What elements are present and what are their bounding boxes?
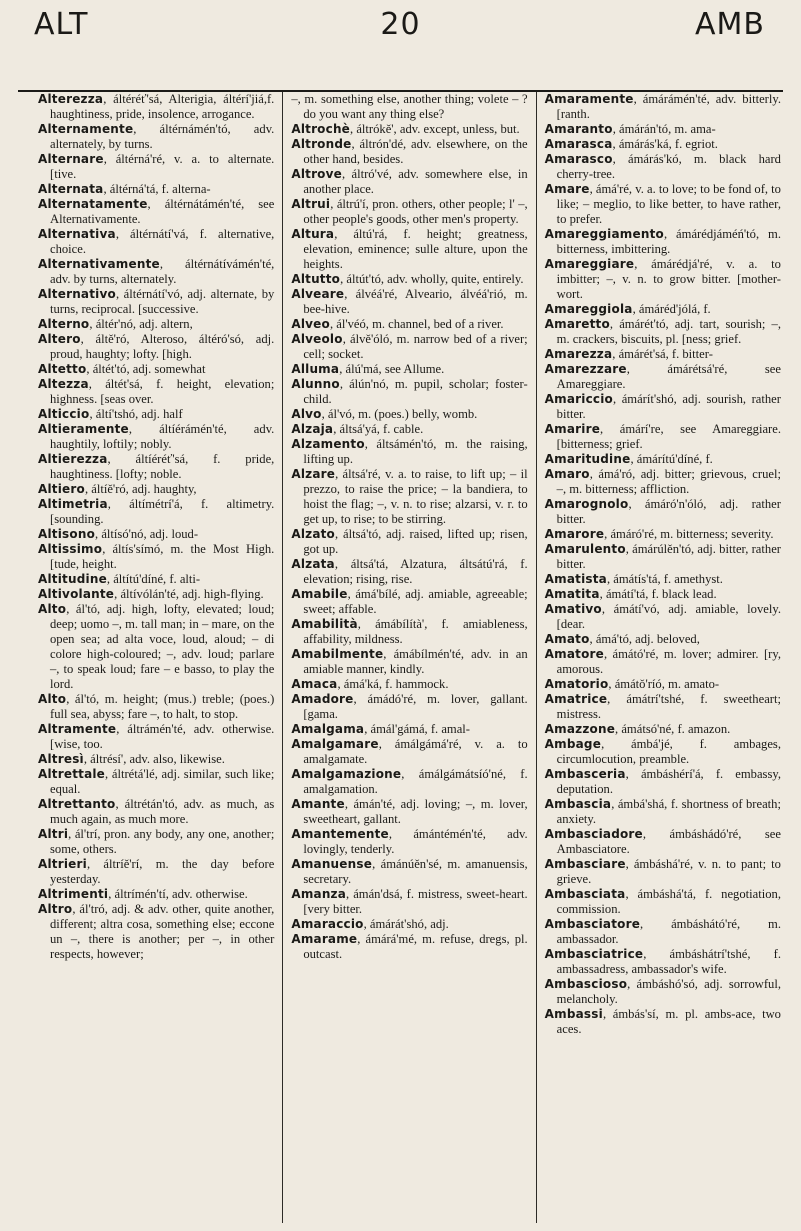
dictionary-entry: Altrimenti, áltrímén'tí, adv. otherwise. (38, 887, 248, 901)
headword: Alluma (291, 362, 340, 376)
dictionary-entry: Amabilità, ámábílítà', f. amiableness, affability, mildness. (291, 617, 528, 646)
headword: Amarezza (544, 347, 613, 361)
headword: Amareggiamento (544, 227, 664, 241)
headword: Amareggiare (544, 257, 635, 271)
dictionary-entry: Altierezza, áltíéréť'sá, f. pride, haughtiness. [lofty; noble. (38, 452, 275, 481)
headword: Altura (291, 227, 335, 241)
headword: Amatore (544, 647, 604, 661)
headword: Amarasco (544, 152, 613, 166)
dictionary-entry: Altutto, áltút'tó, adv. wholly, quite, entirely. (291, 272, 524, 286)
headword: Altisono (38, 527, 96, 541)
dictionary-entry: Amarasco, ámárás'kó, m. black hard cherry-tree. (544, 152, 781, 181)
headword: Altivolante (38, 587, 115, 601)
dictionary-entry: Alterezza, áltéréť'sá, Alterigia, áltérí'jiá,f. haughtiness, pride, insolence, arrogance. (38, 92, 275, 121)
headword: Alunno (291, 377, 340, 391)
headword: Amatista (544, 572, 607, 586)
headword: Ambage (544, 737, 602, 751)
dictionary-entry: Amaramente, ámárámén'té, adv. bitterly. [ranth. (544, 92, 781, 121)
dictionary-entry: Alzato, áltsá'tó, adj. raised, lifted up; risen, got up. (291, 527, 528, 556)
dictionary-entry: Ambasciatrice, ámbáshátrí'tshé, f. ambassadress, ambassador's wife. (544, 947, 781, 976)
headword: Alternatamente (38, 197, 148, 211)
headword: Altresì (38, 752, 84, 766)
dictionary-entry: Altitudine, áltítú'díné, f. alti- (38, 572, 201, 586)
dictionary-entry: Amarulento, ámárúlěn'tó, adj. bitter, rather bitter. (544, 542, 781, 571)
headword: Amarore (544, 527, 605, 541)
headword: Altezza (38, 377, 89, 391)
dictionary-entry: Amaca, ámá'ká, f. hammock. (291, 677, 449, 691)
dictionary-entry: Alzamento, áltsámén'tó, m. the raising, lifting up. (291, 437, 528, 466)
headword: Amalgamazione (291, 767, 402, 781)
headword: Amantemente (291, 827, 389, 841)
page-number: 20 (380, 7, 421, 42)
dictionary-entry: Alveo, ál'véó, m. channel, bed of a river. (291, 317, 504, 331)
headword: Altierezza (38, 452, 108, 466)
dictionary-entry: Altronde, áltrón'dé, adv. elsewhere, on the other hand, besides. (291, 137, 528, 166)
headword: Alvo (291, 407, 322, 421)
dictionary-entry: Alternativa, áltérnátí'vá, f. alternative, choice. (38, 227, 275, 256)
headword: Amato (544, 632, 590, 646)
dictionary-entry: Altieramente, áltíérámén'té, adv. haughtily, loftily; nobly. (38, 422, 275, 451)
dictionary-entry: Amarasca, ámárás'ká, f. egriot. (544, 137, 718, 151)
dictionary-entry: Amare, ámá'ré, v. a. to love; to be fond of, to like; – meglio, to like better, to have rather, to prefer. (544, 182, 781, 226)
dictionary-entry: Alternata, áltérná'tá, f. alterna- (38, 182, 211, 196)
headword: Amabilmente (291, 647, 384, 661)
dictionary-entry: Ambascia, ámbá'shá, f. shortness of breath; anxiety. (544, 797, 781, 826)
dictionary-entry: Alzaja, áltsá'yá, f. cable. (291, 422, 424, 436)
left-guide-word: ALT (34, 7, 89, 42)
dictionary-entry: Altrui, áltrú'í, pron. others, other people; l' –, other people's goods, other men's property. (291, 197, 528, 226)
headword: Amarognolo (544, 497, 629, 511)
dictionary-entry: Altetto, áltét'tó, adj. somewhat (38, 362, 206, 376)
headword: Amalgama (291, 722, 365, 736)
headword: Amativo (544, 602, 602, 616)
dictionary-entry: Ambage, ámbá'jé, f. ambages, circumlocution, preamble. (544, 737, 781, 766)
dictionary-entry: Altrieri, áltríě'rí, m. the day before yesterday. (38, 857, 275, 886)
headword: Ambascioso (544, 977, 628, 991)
headword: Amanza (291, 887, 347, 901)
headword: Altrieri (38, 857, 87, 871)
dictionary-entry: Amareggiola, ámáréd'jólá, f. (544, 302, 711, 316)
headword: Alveo (291, 317, 330, 331)
headword: Amatrice (544, 692, 608, 706)
headword: Altramente (38, 722, 117, 736)
dictionary-entry: Amalgamazione, ámálgámátsíó'né, f. amalgamation. (291, 767, 528, 796)
dictionary-entry: Amatore, ámátó'ré, m. lover; admirer. [ry, amorous. (544, 647, 781, 676)
headword: Alternativo (38, 287, 116, 301)
headword: Altutto (291, 272, 341, 286)
dictionary-entry: Altresì, áltrésí', adv. also, likewise. (38, 752, 225, 766)
headword: Altrui (291, 197, 331, 211)
headword: Amareggiola (544, 302, 633, 316)
dictionary-entry: Altro, ál'tró, adj. & adv. other, quite another, different; altra cosa, something else; eccone un –, there is another; per –, in other respects, however; (38, 902, 275, 961)
headword: Amariccio (544, 392, 613, 406)
dictionary-entry: Alluma, álú'má, see Allume. (291, 362, 445, 376)
headword: Amaramente (544, 92, 634, 106)
headword: Altetto (38, 362, 87, 376)
dictionary-entry: –, m. something else, another thing; volete – ? do you want any thing else? (291, 92, 528, 121)
dictionary-entry: Alternativo, áltérnátí'vó, adj. alternate, by turns, reciprocal. [successive. (38, 287, 275, 316)
dictionary-entry: Amato, ámá'tó, adj. beloved, (544, 632, 700, 646)
dictionary-entry: Amatista, ámátís'tá, f. amethyst. (544, 572, 723, 586)
headword: Ambassi (544, 1007, 603, 1021)
dictionary-entry: Altrove, áltró'vé, adv. somewhere else, in another place. (291, 167, 528, 196)
column-2 (282, 92, 535, 1223)
headword: Alzaja (291, 422, 334, 436)
headword: Amaraccio (291, 917, 364, 931)
headword: Amatita (544, 587, 600, 601)
dictionary-entry: Alticcio, áltí'tshó, adj. half (38, 407, 183, 421)
headword: Amaca (291, 677, 338, 691)
headword: Alto (38, 692, 67, 706)
headword: Amarulento (544, 542, 626, 556)
dictionary-entry: Amaro, ámá'ró, adj. bitter; grievous, cruel; –, m. bitterness; affliction. (544, 467, 781, 496)
headword: Amatorio (544, 677, 609, 691)
headword: Ambasciata (544, 887, 626, 901)
dictionary-entry: Altero, áltě'ró, Alteroso, áltéró'só, adj. proud, haughty; lofty. [high. (38, 332, 275, 361)
dictionary-entry: Amantemente, ámántémén'té, adv. lovingly, tenderly. (291, 827, 528, 856)
headword: Alternativa (38, 227, 116, 241)
dictionary-entry: Amalgamare, ámálgámá'ré, v. a. to amalgamate. (291, 737, 528, 766)
dictionary-entry: Ambasciata, ámbáshá'tá, f. negotiation, commission. (544, 887, 781, 916)
headword: Ambasciadore (544, 827, 643, 841)
dictionary-entry: Amarezzare, ámárétsá'ré, see Amareggiare. (544, 362, 781, 391)
headword: Altiero (38, 482, 85, 496)
headword: Alzato (291, 527, 335, 541)
dictionary-entry: Amanuense, ámánúěn'sé, m. amanuensis, secretary. (291, 857, 528, 886)
dictionary-entry: Altisono, áltísó'nó, adj. loud- (38, 527, 199, 541)
dictionary-entry: Amaretto, ámárét'tó, adj. tart, sourish; –, m. crackers, biscuits, pl. [ness; grief. (544, 317, 781, 346)
dictionary-entry: Amabile, ámá'bílé, adj. amiable, agreeable; sweet; affable. (291, 587, 528, 616)
headword: Amare (544, 182, 590, 196)
headword: Altrochè (291, 122, 351, 136)
headword: Amarame (291, 932, 358, 946)
headword: Ambascia (544, 797, 612, 811)
headword: Amabile (291, 587, 348, 601)
headword: Amante (291, 797, 345, 811)
right-guide-word: AMB (695, 7, 765, 42)
dictionary-entry: Alto, ál'tó, m. height; (mus.) treble; (poes.) full sea, abyss; fare –, to halt, to stop. (38, 692, 275, 721)
dictionary-entry: Amarezza, ámárét'sá, f. bitter- (544, 347, 713, 361)
dictionary-entry: Alzare, áltsá'ré, v. a. to raise, to lift up; – il prezzo, to raise the price; – la bandiera, to hoist the flag; –, v. n. to rise; alzarsi, v. r. to get up, to rise; to be stirring. (291, 467, 528, 526)
dictionary-entry: Altrettanto, áltrétán'tó, adv. as much, as much again, as much more. (38, 797, 275, 826)
headword: Alticcio (38, 407, 90, 421)
headword: Amarasca (544, 137, 613, 151)
headword: Amalgamare (291, 737, 379, 751)
headword: Altro (38, 902, 73, 916)
headword: Alterno (38, 317, 90, 331)
headword: Alveare (291, 287, 345, 301)
dictionary-entry: Alternativamente, áltérnátívámén'té, adv. by turns, alternately. (38, 257, 275, 286)
headword: Altimetria (38, 497, 108, 511)
headword: Alto (38, 602, 67, 616)
dictionary-entry: Amadore, ámádó'ré, m. lover, gallant. [gama. (291, 692, 528, 721)
dictionary-entry: Altivolante, áltívólán'té, adj. high-flying. (38, 587, 264, 601)
dictionary-entry: Ambascioso, ámbáshó'só, adj. sorrowful, melancholy. (544, 977, 781, 1006)
dictionary-entry: Amareggiare, ámárédjá'ré, v. a. to imbitter; –, v. n. to grow bitter. [mother-wort. (544, 257, 781, 301)
dictionary-entry: Ambasciadore, ámbáshádó'ré, see Ambasciatore. (544, 827, 781, 856)
dictionary-entry: Ambasciare, ámbáshá'ré, v. n. to pant; to grieve. (544, 857, 781, 886)
headword: Alzare (291, 467, 336, 481)
column-3 (536, 92, 789, 1223)
dictionary-entry: Altezza, áltét'sá, f. height, elevation; highness. [seas over. (38, 377, 275, 406)
dictionary-entry: Altrettale, áltrétá'lé, adj. similar, such like; equal. (38, 767, 275, 796)
headword: Amarezzare (544, 362, 627, 376)
headword: Altieramente (38, 422, 129, 436)
dictionary-entry: Amaraccio, ámárát'shó, adj. (291, 917, 449, 931)
dictionary-entry: Amalgama, ámál'gámá, f. amal- (291, 722, 471, 736)
headword: Ambasciare (544, 857, 626, 871)
dictionary-entry: Altrochè, áltrókě', adv. except, unless, but. (291, 122, 520, 136)
dictionary-entry: Alto, ál'tó, adj. high, lofty, elevated; loud; deep; uomo –, m. tall man; in – mare, on the open sea; ad alta voce, loud, aloud; – di colore high-coloured; –, adv. loud; parlare –, to speak loud; fare – e basso, to play the lord. (38, 602, 275, 691)
dictionary-entry: Ambassi, ámbás'sí, m. pl. ambs-ace, two aces. (544, 1007, 781, 1036)
dictionary-entry: Alternatamente, áltérnátámén'té, see Alternativamente. (38, 197, 275, 226)
headword: Amabilità (291, 617, 358, 631)
headword: Altronde (291, 137, 352, 151)
dictionary-entry: Amarire, ámárí're, see Amareggiare. [bitterness; grief. (544, 422, 781, 451)
dictionary-entry: Ambasciatore, ámbáshátó'ré, m. ambassador. (544, 917, 781, 946)
dictionary-entry: Amazzone, ámátsó'né, f. amazon. (544, 722, 731, 736)
headword: Amanuense (291, 857, 373, 871)
dictionary-columns (30, 92, 789, 1223)
dictionary-entry: Alveare, álvéá'ré, Alveario, álvéá'rió, m. bee-hive. (291, 287, 528, 316)
dictionary-entry: Amarore, ámáró'ré, m. bitterness; severity. (544, 527, 774, 541)
dictionary-entry: Alterno, áltér'nó, adj. altern, (38, 317, 193, 331)
dictionary-entry: Alternare, áltérná'ré, v. a. to alternate. [tive. (38, 152, 275, 181)
dictionary-entry: Amanza, ámán'dsá, f. mistress, sweet-heart. [very bitter. (291, 887, 528, 916)
headword: Altrettanto (38, 797, 116, 811)
dictionary-entry: Amabilmente, ámábílmén'té, adv. in an amiable manner, kindly. (291, 647, 528, 676)
headword: Altrimenti (38, 887, 109, 901)
headword: Amaritudine (544, 452, 631, 466)
column-1 (30, 92, 282, 1223)
headword: Ambasciatore (544, 917, 641, 931)
headword: Alternativamente (38, 257, 160, 271)
headword: Amaretto (544, 317, 610, 331)
dictionary-entry: Alvo, ál'vó, m. (poes.) belly, womb. (291, 407, 478, 421)
headword: Amaro (544, 467, 590, 481)
dictionary-entry: Altura, áltú'rá, f. height; greatness, elevation, eminence; sulle alture, upon the heights. (291, 227, 528, 271)
dictionary-entry: Amante, ámán'té, adj. loving; –, m. lover, sweetheart, gallant. (291, 797, 528, 826)
headword: Altrove (291, 167, 342, 181)
dictionary-entry: Alunno, álún'nó, m. pupil, scholar; foster-child. (291, 377, 528, 406)
headword: Alternare (38, 152, 104, 166)
dictionary-entry: Altimetria, áltímétrí'á, f. altimetry. [sounding. (38, 497, 275, 526)
dictionary-entry: Amaritudine, ámárítú'díné, f. (544, 452, 713, 466)
dictionary-entry: Altramente, áltrámén'té, adv. otherwise. [wise, too. (38, 722, 275, 751)
dictionary-entry: Amatita, ámátí'tá, f. black lead. (544, 587, 717, 601)
headword: Altrettale (38, 767, 106, 781)
headword: Ambasceria (544, 767, 626, 781)
headword: Ambasciatrice (544, 947, 644, 961)
headword: Alternamente (38, 122, 134, 136)
headword: Amarire (544, 422, 601, 436)
headword: Altri (38, 827, 69, 841)
dictionary-entry: Altri, ál'trí, pron. any body, any one, another; some, others. (38, 827, 275, 856)
headword: Alterezza (38, 92, 104, 106)
dictionary-entry: Alveolo, álvě'óló, m. narrow bed of a river; cell; socket. (291, 332, 528, 361)
headword: Amadore (291, 692, 354, 706)
dictionary-entry: Amativo, ámátí'vó, adj. amiable, lovely. [dear. (544, 602, 781, 631)
dictionary-entry: Altissimo, áltís'símó, m. the Most High. [tude, height. (38, 542, 275, 571)
headword: Amaranto (544, 122, 613, 136)
dictionary-entry: Ambasceria, ámbáshérí'á, f. embassy, deputation. (544, 767, 781, 796)
headword: Alzamento (291, 437, 365, 451)
headword: Altero (38, 332, 81, 346)
headword: Alveolo (291, 332, 343, 346)
dictionary-entry: Amatorio, ámátǒ'ríó, m. amato- (544, 677, 720, 691)
dictionary-entry: Amarognolo, ámáró'n'óló, adj. rather bitter. (544, 497, 781, 526)
dictionary-entry: Amareggiamento, ámárédjáméń'tó, m. bitterness, imbittering. (544, 227, 781, 256)
dictionary-entry: Altiero, áltíě'ró, adj. haughty, (38, 482, 197, 496)
dictionary-entry: Amarame, ámárá'mé, m. refuse, dregs, pl. outcast. (291, 932, 528, 961)
dictionary-entry: Amaranto, ámárán'tó, m. ama- (544, 122, 716, 136)
headword: Alternata (38, 182, 104, 196)
dictionary-entry: Alzata, áltsá'tá, Alzatura, áltsátú'rá, f. elevation; rising, rise. (291, 557, 528, 586)
dictionary-entry: Alternamente, áltérnámén'tó, adv. alternately, by turns. (38, 122, 275, 151)
dictionary-entry: Amariccio, ámárít'shó, adj. sourish, rather bitter. (544, 392, 781, 421)
page-header (18, 8, 783, 88)
headword: Altissimo (38, 542, 103, 556)
headword: Alzata (291, 557, 335, 571)
dictionary-entry: Amatrice, ámátrí'tshé, f. sweetheart; mistress. (544, 692, 781, 721)
headword: Altitudine (38, 572, 107, 586)
headword: Amazzone (544, 722, 616, 736)
